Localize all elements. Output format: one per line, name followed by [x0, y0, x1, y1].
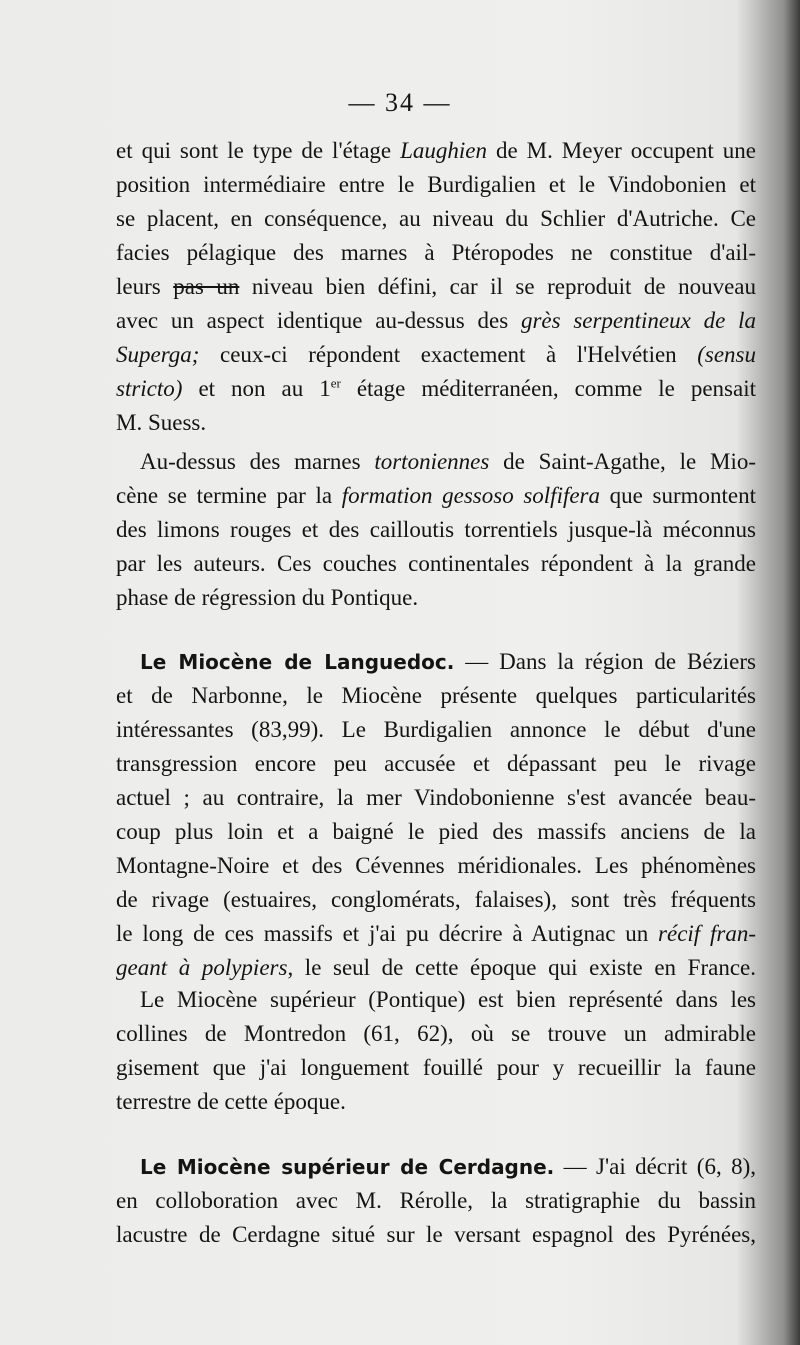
text-line: par les auteurs. Ces couches continentales répondent à la grande: [116, 551, 756, 576]
text-line: position intermédiaire entre le Burdigalien et le Vindobonien et: [116, 172, 756, 197]
text-line: se placent, en conséquence, au niveau du Schlier d'Autriche. Ce: [116, 206, 756, 231]
text-line: Superga; ceux-ci répondent exactement à l'Helvétien (sensu: [116, 342, 756, 367]
text-line: le long de ces massifs et j'ai pu décrire à Autignac un récif fran-: [116, 921, 756, 946]
text-line: transgression encore peu accusée et dépassant peu le rivage: [116, 751, 756, 776]
text-line: de rivage (estuaires, conglomérats, falaises), sont très fréquents: [116, 887, 756, 912]
text-line: Le Miocène supérieur de Cerdagne. — J'ai décrit (6, 8),: [140, 1154, 756, 1179]
text-line: actuel ; au contraire, la mer Vindobonienne s'est avancée beau-: [116, 785, 756, 810]
text-line: avec un aspect identique au-dessus des grès serpentineux de la: [116, 308, 756, 333]
text-line: intéressantes (83,99). Le Burdigalien annonce le début d'une: [116, 717, 756, 742]
text-line: gisement que j'ai longuement fouillé pour y recueillir la faune: [116, 1055, 756, 1080]
paragraph-2: [116, 445, 756, 615]
text-line: phase de régression du Pontique.: [116, 585, 419, 610]
text-line: en colloboration avec M. Rérolle, la stratigraphie du bassin: [116, 1188, 756, 1213]
text-line: Montagne-Noire et des Cévennes méridionales. Les phénomènes: [116, 853, 756, 878]
text-line: stricto) et non au 1er étage méditerranéen, comme le pensait: [116, 375, 756, 401]
text-line: coup plus loin et a baigné le pied des massifs anciens de la: [116, 819, 756, 844]
paragraph-3: [116, 645, 756, 985]
text-line: Au-dessus des marnes tortoniennes de Saint-Agathe, le Mio-: [140, 449, 756, 474]
text-line: M. Suess.: [116, 410, 207, 435]
text-line: leurs pas un niveau bien défini, car il se reproduit de nouveau: [116, 274, 756, 299]
page-number: — 34 —: [348, 88, 452, 117]
paragraph-4: [116, 983, 756, 1119]
text-line: collines de Montredon (61, 62), où se trouve un admirable: [116, 1021, 756, 1046]
section-heading: Le Miocène de Languedoc.: [140, 650, 455, 674]
text-line: terrestre de cette époque.: [116, 1089, 346, 1114]
paragraph-1: [116, 134, 756, 440]
text-line: Le Miocène de Languedoc. — Dans la région de Béziers: [140, 649, 756, 674]
section-heading: Le Miocène supérieur de Cerdagne.: [140, 1155, 555, 1179]
text-line: geant à polypiers, le seul de cette époque qui existe en France.: [116, 955, 756, 980]
struck-text: pas un: [173, 274, 240, 299]
text-line: lacustre de Cerdagne situé sur le versant espagnol des Pyrénées,: [116, 1222, 756, 1247]
text-line: des limons rouges et des cailloutis torrentiels jusque-là méconnus: [116, 517, 756, 542]
text-line: et qui sont le type de l'étage Laughien de M. Meyer occupent une: [116, 138, 756, 163]
paragraph-5: [116, 1150, 756, 1252]
text-line: et de Narbonne, le Miocène présente quelques particularités: [116, 683, 756, 708]
text-line: cène se termine par la formation gessoso solfifera que surmontent: [116, 483, 757, 508]
text-line: facies pélagique des marnes à Ptéropodes ne constitue d'ail-: [116, 240, 756, 265]
text-line: Le Miocène supérieur (Pontique) est bien représenté dans les: [140, 987, 756, 1012]
